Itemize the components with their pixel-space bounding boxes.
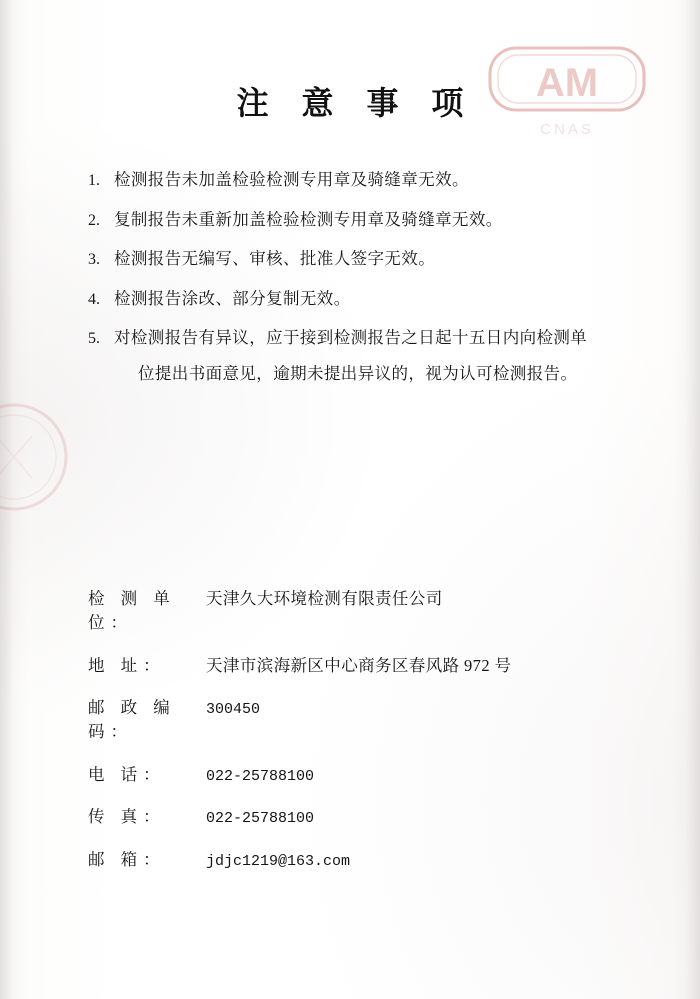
contact-label: 传 真： bbox=[88, 807, 166, 826]
contact-row-phone bbox=[88, 761, 628, 785]
list-item-number: 4. bbox=[88, 290, 100, 308]
list-item bbox=[88, 208, 628, 233]
contact-value: 300450 bbox=[206, 701, 261, 718]
contact-row-organization bbox=[88, 585, 628, 633]
list-item-text-line2: 位提出书面意见，逾期未提出异议的，视为认可检测报告。 bbox=[138, 363, 578, 383]
list-item bbox=[88, 287, 628, 312]
contact-label: 邮 箱： bbox=[88, 849, 166, 869]
contact-value: jdjc1219@163.com bbox=[206, 852, 351, 870]
svg-text:CNAS: CNAS bbox=[540, 121, 594, 138]
list-item-text: 检测报告无编写、审核、批准人签字无效。 bbox=[114, 249, 436, 268]
list-item-number: 2. bbox=[88, 211, 100, 229]
contact-label: 电 话： bbox=[88, 764, 166, 784]
list-item bbox=[88, 247, 628, 272]
page-right-edge-shading bbox=[686, 0, 700, 999]
list-item-number: 1. bbox=[88, 172, 100, 189]
list-item-text: 检测报告涂改、部分复制无效。 bbox=[114, 288, 351, 308]
notice-list bbox=[88, 168, 628, 401]
list-item-text-line1: 对检测报告有异议，应于接到检测报告之日起十五日内向检测单 bbox=[114, 328, 588, 347]
contact-row-email bbox=[88, 846, 628, 870]
page-left-edge-shading bbox=[0, 0, 14, 999]
edge-seal-stamp-icon bbox=[0, 392, 86, 522]
contact-row-fax bbox=[88, 803, 628, 827]
svg-text:AM: AM bbox=[535, 61, 599, 105]
list-item bbox=[88, 326, 628, 387]
list-item-text bbox=[114, 326, 628, 387]
contact-value: 022-25788100 bbox=[206, 810, 315, 827]
contact-label: 检 测 单 位： bbox=[88, 589, 176, 632]
contact-row-address bbox=[88, 652, 628, 676]
list-item bbox=[88, 168, 628, 193]
contact-value: 022-25788100 bbox=[206, 767, 315, 785]
page-title: 注 意 事 项 bbox=[236, 85, 476, 121]
contact-label: 邮 政 编 码： bbox=[88, 698, 176, 741]
contact-value: 天津久大环境检测有限责任公司 bbox=[206, 589, 443, 608]
list-item-number: 5. bbox=[88, 330, 100, 347]
contact-label: 地 址： bbox=[88, 655, 166, 675]
list-item-text: 检测报告未加盖检验检测专用章及骑缝章无效。 bbox=[114, 170, 469, 189]
contact-row-postcode bbox=[88, 694, 628, 742]
contact-value: 天津市滨海新区中心商务区春风路 972 号 bbox=[206, 655, 512, 675]
list-item-text: 复制报告未重新加盖检验检测专用章及骑缝章无效。 bbox=[114, 209, 503, 229]
contact-block bbox=[88, 585, 628, 888]
list-item-number: 3. bbox=[88, 251, 100, 268]
